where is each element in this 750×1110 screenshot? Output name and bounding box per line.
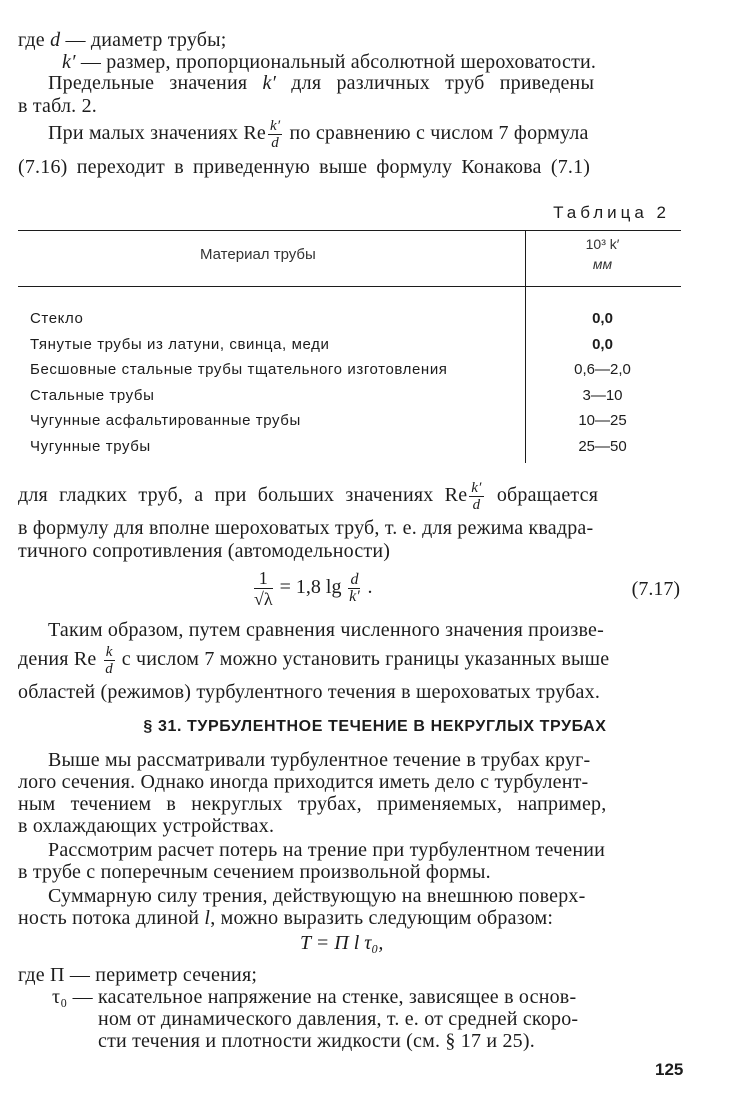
table-rule-vertical: [525, 231, 526, 286]
table-row-material: Стекло: [30, 310, 84, 327]
text-line: в трубе с поперечным сечением произвольной формы.: [18, 861, 491, 883]
table-rule-header: [18, 286, 681, 287]
text-line: ным течением в некруглых трубах, применяемых, например,: [18, 793, 607, 815]
table-row-value: 0,0: [592, 310, 613, 327]
table-row-value: 25—50: [578, 438, 627, 455]
text-line: где d — диаметр трубы;: [18, 29, 227, 51]
text-line: сти течения и плотности жидкости (см. § 17 и 25).: [98, 1030, 535, 1052]
table-row-value: 0,6—2,0: [574, 361, 631, 378]
text-line: областей (режимов) турбулентного течения в шероховатых трубах.: [18, 681, 601, 703]
table-row-material: Тянутые трубы из латуни, свинца, меди: [30, 336, 330, 353]
table-row-value: 0,0: [592, 336, 613, 353]
text-line: Таким образом, путем сравнения численного значения произве-: [48, 619, 604, 641]
text-line: в табл. 2.: [18, 95, 97, 117]
fraction: $\frac{k'}{d}$: [471, 480, 482, 513]
text-line: ном от динамического давления, т. е. от средней скоро-: [98, 1008, 579, 1030]
table-row-material: Чугунные асфальтированные трубы: [30, 412, 301, 429]
text-line: в формулу для вполне шероховатых труб, т. е. для режима квадра-: [18, 517, 594, 539]
equation-number: (7.17): [631, 578, 680, 600]
text-line: Предельные значения k′ для различных труб приведены: [48, 72, 595, 94]
table-row-material: Стальные трубы: [30, 387, 155, 404]
fraction: $\frac{k'}{d}$: [269, 118, 281, 151]
page-number: 125: [655, 1060, 684, 1079]
table-header-material: Материал трубы: [200, 246, 316, 263]
text-line: тичного сопротивления (автомодельности): [18, 540, 391, 562]
text-line: k′ — размер, пропорциональный абсолютной шероховатости.: [62, 51, 597, 73]
text-line: где Π — периметр сечения;: [18, 964, 258, 986]
text-line: При малых значениях Re $\frac{k'}{d}$ по сравнению с числом 7 формула: [48, 118, 589, 151]
text-line: лого сечения. Однако иногда приходится иметь дело с турбулент-: [18, 771, 589, 793]
text-line: Рассмотрим расчет потерь на трение при турбулентном течении: [48, 839, 606, 861]
text-line: Выше мы рассматривали турбулентное течение в трубах круг-: [48, 749, 591, 771]
table-row-material: Бесшовные стальные трубы тщательного изготовления: [30, 361, 448, 378]
table-row-value: 3—10: [582, 387, 623, 404]
formula-friction-force: T = Π l τ₀,: [300, 932, 384, 954]
table-row-value: 10—25: [578, 412, 627, 429]
fraction: $\frac{k}{d}$: [105, 644, 113, 677]
section-heading: § 31. ТУРБУЛЕНТНОЕ ТЕЧЕНИЕ В НЕКРУГЛЫХ ТРУБАХ: [143, 718, 607, 735]
table-rule-top: [18, 230, 681, 231]
table-rule-vertical: [525, 287, 526, 463]
table-header-value: 10³ k′: [585, 236, 620, 252]
text-line: Суммарную силу трения, действующую на внешнюю поверх-: [48, 885, 586, 907]
formula-7-17: $\frac{1}{√\lambda}$ = 1,8 lg $\frac{d}{k'}$ .: [254, 568, 373, 609]
table-header-unit: мм: [592, 256, 613, 272]
text-line: для гладких труб, а при больших значениях Re $\frac{k'}{d}$ обращается: [18, 480, 599, 513]
text-line: τ₀ — касательное напряжение на стенке, зависящее в основ-: [52, 986, 577, 1008]
text-line: дения Re $\frac{k}{d}$ с числом 7 можно установить границы указанных выше: [18, 644, 610, 677]
text-line: ность потока длиной l, можно выразить следующим образом:: [18, 907, 554, 929]
text-line: в охлаждающих устройствах.: [18, 815, 275, 837]
text-line: (7.16) переходит в приведенную выше формулу Конакова (7.1): [18, 156, 591, 178]
table-caption: Таблица 2: [553, 203, 670, 222]
table-row-material: Чугунные трубы: [30, 438, 151, 455]
